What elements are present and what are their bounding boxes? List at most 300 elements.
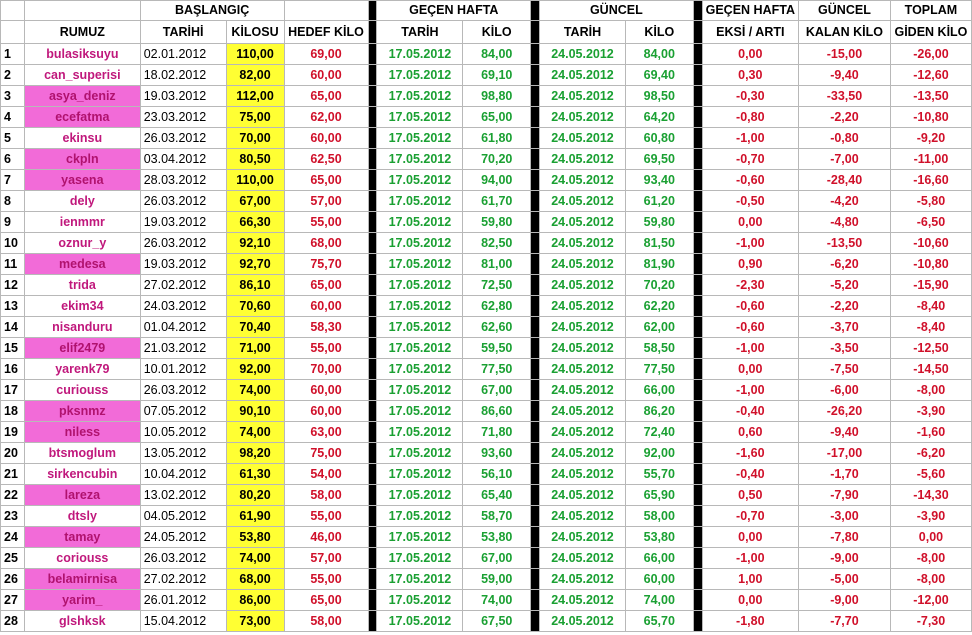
- diff-cell[interactable]: -0,60: [702, 296, 798, 317]
- current-kilo-cell[interactable]: 58,50: [625, 338, 693, 359]
- remaining-kilo-cell[interactable]: -7,90: [798, 485, 890, 506]
- start-date-cell[interactable]: 18.02.2012: [140, 65, 226, 86]
- nick-cell[interactable]: coriouss: [24, 548, 140, 569]
- last-week-kilo-cell[interactable]: 71,80: [463, 422, 531, 443]
- lost-kilo-cell[interactable]: -8,00: [890, 569, 971, 590]
- current-date-cell[interactable]: 24.05.2012: [540, 107, 626, 128]
- lost-kilo-cell[interactable]: -16,60: [890, 170, 971, 191]
- current-kilo-cell[interactable]: 55,70: [625, 464, 693, 485]
- start-date-cell[interactable]: 04.05.2012: [140, 506, 226, 527]
- start-date-cell[interactable]: 01.04.2012: [140, 317, 226, 338]
- last-week-kilo-cell[interactable]: 72,50: [463, 275, 531, 296]
- current-date-cell[interactable]: 24.05.2012: [540, 233, 626, 254]
- remaining-kilo-cell[interactable]: -2,20: [798, 107, 890, 128]
- last-week-kilo-cell[interactable]: 61,80: [463, 128, 531, 149]
- nick-cell[interactable]: curiouss: [24, 380, 140, 401]
- last-week-date-cell[interactable]: 17.05.2012: [377, 317, 463, 338]
- last-week-kilo-cell[interactable]: 67,50: [463, 611, 531, 632]
- last-week-date-cell[interactable]: 17.05.2012: [377, 170, 463, 191]
- last-week-date-cell[interactable]: 17.05.2012: [377, 128, 463, 149]
- lost-kilo-cell[interactable]: -3,90: [890, 506, 971, 527]
- remaining-kilo-cell[interactable]: -5,20: [798, 275, 890, 296]
- target-kilo-cell[interactable]: 57,00: [284, 548, 368, 569]
- last-week-kilo-cell[interactable]: 74,00: [463, 590, 531, 611]
- last-week-date-cell[interactable]: 17.05.2012: [377, 149, 463, 170]
- nick-cell[interactable]: btsmoglum: [24, 443, 140, 464]
- current-kilo-cell[interactable]: 65,90: [625, 485, 693, 506]
- current-date-cell[interactable]: 24.05.2012: [540, 317, 626, 338]
- current-kilo-cell[interactable]: 81,50: [625, 233, 693, 254]
- lost-kilo-cell[interactable]: -7,30: [890, 611, 971, 632]
- diff-cell[interactable]: -1,00: [702, 338, 798, 359]
- lost-kilo-cell[interactable]: -5,60: [890, 464, 971, 485]
- start-date-cell[interactable]: 19.03.2012: [140, 254, 226, 275]
- target-kilo-cell[interactable]: 60,00: [284, 380, 368, 401]
- start-kilo-cell[interactable]: 71,00: [226, 338, 284, 359]
- lost-kilo-cell[interactable]: -15,90: [890, 275, 971, 296]
- start-date-cell[interactable]: 26.03.2012: [140, 128, 226, 149]
- remaining-kilo-cell[interactable]: -4,80: [798, 212, 890, 233]
- diff-cell[interactable]: 0,00: [702, 590, 798, 611]
- current-kilo-cell[interactable]: 61,20: [625, 191, 693, 212]
- target-kilo-cell[interactable]: 55,00: [284, 212, 368, 233]
- current-kilo-cell[interactable]: 77,50: [625, 359, 693, 380]
- lost-kilo-cell[interactable]: -5,80: [890, 191, 971, 212]
- current-date-cell[interactable]: 24.05.2012: [540, 401, 626, 422]
- start-date-cell[interactable]: 15.04.2012: [140, 611, 226, 632]
- start-date-cell[interactable]: 24.03.2012: [140, 296, 226, 317]
- diff-cell[interactable]: 0,00: [702, 44, 798, 65]
- last-week-date-cell[interactable]: 17.05.2012: [377, 359, 463, 380]
- diff-cell[interactable]: -0,40: [702, 464, 798, 485]
- start-date-cell[interactable]: 27.02.2012: [140, 275, 226, 296]
- last-week-date-cell[interactable]: 17.05.2012: [377, 44, 463, 65]
- start-date-cell[interactable]: 02.01.2012: [140, 44, 226, 65]
- last-week-date-cell[interactable]: 17.05.2012: [377, 548, 463, 569]
- current-date-cell[interactable]: 24.05.2012: [540, 359, 626, 380]
- remaining-kilo-cell[interactable]: -26,20: [798, 401, 890, 422]
- current-kilo-cell[interactable]: 66,00: [625, 548, 693, 569]
- remaining-kilo-cell[interactable]: -9,00: [798, 548, 890, 569]
- last-week-date-cell[interactable]: 17.05.2012: [377, 338, 463, 359]
- last-week-date-cell[interactable]: 17.05.2012: [377, 254, 463, 275]
- remaining-kilo-cell[interactable]: -3,50: [798, 338, 890, 359]
- last-week-date-cell[interactable]: 17.05.2012: [377, 527, 463, 548]
- target-kilo-cell[interactable]: 65,00: [284, 590, 368, 611]
- current-kilo-cell[interactable]: 59,80: [625, 212, 693, 233]
- diff-cell[interactable]: 0,30: [702, 65, 798, 86]
- diff-cell[interactable]: 0,00: [702, 212, 798, 233]
- nick-cell[interactable]: medesa: [24, 254, 140, 275]
- diff-cell[interactable]: -1,60: [702, 443, 798, 464]
- start-kilo-cell[interactable]: 70,60: [226, 296, 284, 317]
- last-week-kilo-cell[interactable]: 98,80: [463, 86, 531, 107]
- start-kilo-cell[interactable]: 92,10: [226, 233, 284, 254]
- current-date-cell[interactable]: 24.05.2012: [540, 380, 626, 401]
- lost-kilo-cell[interactable]: -10,80: [890, 254, 971, 275]
- start-kilo-cell[interactable]: 86,00: [226, 590, 284, 611]
- start-date-cell[interactable]: 26.03.2012: [140, 548, 226, 569]
- nick-cell[interactable]: dely: [24, 191, 140, 212]
- diff-cell[interactable]: -0,70: [702, 149, 798, 170]
- start-date-cell[interactable]: 13.05.2012: [140, 443, 226, 464]
- last-week-kilo-cell[interactable]: 94,00: [463, 170, 531, 191]
- current-kilo-cell[interactable]: 69,50: [625, 149, 693, 170]
- last-week-date-cell[interactable]: 17.05.2012: [377, 422, 463, 443]
- lost-kilo-cell[interactable]: -12,50: [890, 338, 971, 359]
- nick-cell[interactable]: tamay: [24, 527, 140, 548]
- target-kilo-cell[interactable]: 55,00: [284, 506, 368, 527]
- nick-cell[interactable]: belamirnisa: [24, 569, 140, 590]
- nick-cell[interactable]: pksnmz: [24, 401, 140, 422]
- nick-cell[interactable]: ekim34: [24, 296, 140, 317]
- diff-cell[interactable]: -0,60: [702, 170, 798, 191]
- current-kilo-cell[interactable]: 65,70: [625, 611, 693, 632]
- remaining-kilo-cell[interactable]: -15,00: [798, 44, 890, 65]
- start-kilo-cell[interactable]: 74,00: [226, 422, 284, 443]
- start-kilo-cell[interactable]: 74,00: [226, 380, 284, 401]
- start-date-cell[interactable]: 10.01.2012: [140, 359, 226, 380]
- start-kilo-cell[interactable]: 86,10: [226, 275, 284, 296]
- current-date-cell[interactable]: 24.05.2012: [540, 464, 626, 485]
- start-kilo-cell[interactable]: 98,20: [226, 443, 284, 464]
- start-kilo-cell[interactable]: 66,30: [226, 212, 284, 233]
- remaining-kilo-cell[interactable]: -7,80: [798, 527, 890, 548]
- remaining-kilo-cell[interactable]: -3,00: [798, 506, 890, 527]
- nick-cell[interactable]: trida: [24, 275, 140, 296]
- nick-cell[interactable]: bulasiksuyu: [24, 44, 140, 65]
- start-kilo-cell[interactable]: 61,90: [226, 506, 284, 527]
- start-kilo-cell[interactable]: 73,00: [226, 611, 284, 632]
- remaining-kilo-cell[interactable]: -28,40: [798, 170, 890, 191]
- start-date-cell[interactable]: 27.02.2012: [140, 569, 226, 590]
- target-kilo-cell[interactable]: 65,00: [284, 170, 368, 191]
- start-date-cell[interactable]: 10.04.2012: [140, 464, 226, 485]
- last-week-kilo-cell[interactable]: 59,50: [463, 338, 531, 359]
- start-kilo-cell[interactable]: 67,00: [226, 191, 284, 212]
- current-date-cell[interactable]: 24.05.2012: [540, 422, 626, 443]
- lost-kilo-cell[interactable]: -26,00: [890, 44, 971, 65]
- start-kilo-cell[interactable]: 80,20: [226, 485, 284, 506]
- target-kilo-cell[interactable]: 60,00: [284, 401, 368, 422]
- nick-cell[interactable]: dtsly: [24, 506, 140, 527]
- target-kilo-cell[interactable]: 65,00: [284, 275, 368, 296]
- nick-cell[interactable]: sirkencubin: [24, 464, 140, 485]
- target-kilo-cell[interactable]: 68,00: [284, 233, 368, 254]
- last-week-kilo-cell[interactable]: 61,70: [463, 191, 531, 212]
- remaining-kilo-cell[interactable]: -6,00: [798, 380, 890, 401]
- last-week-date-cell[interactable]: 17.05.2012: [377, 464, 463, 485]
- start-kilo-cell[interactable]: 112,00: [226, 86, 284, 107]
- target-kilo-cell[interactable]: 62,00: [284, 107, 368, 128]
- current-kilo-cell[interactable]: 53,80: [625, 527, 693, 548]
- lost-kilo-cell[interactable]: -12,00: [890, 590, 971, 611]
- start-date-cell[interactable]: 21.03.2012: [140, 338, 226, 359]
- lost-kilo-cell[interactable]: -12,60: [890, 65, 971, 86]
- start-kilo-cell[interactable]: 92,70: [226, 254, 284, 275]
- nick-cell[interactable]: yarenk79: [24, 359, 140, 380]
- diff-cell[interactable]: 0,60: [702, 422, 798, 443]
- last-week-kilo-cell[interactable]: 53,80: [463, 527, 531, 548]
- diff-cell[interactable]: -0,30: [702, 86, 798, 107]
- remaining-kilo-cell[interactable]: -9,40: [798, 422, 890, 443]
- start-kilo-cell[interactable]: 80,50: [226, 149, 284, 170]
- nick-cell[interactable]: asya_deniz: [24, 86, 140, 107]
- diff-cell[interactable]: 1,00: [702, 569, 798, 590]
- current-date-cell[interactable]: 24.05.2012: [540, 86, 626, 107]
- current-kilo-cell[interactable]: 92,00: [625, 443, 693, 464]
- last-week-kilo-cell[interactable]: 81,00: [463, 254, 531, 275]
- diff-cell[interactable]: 0,50: [702, 485, 798, 506]
- diff-cell[interactable]: -1,00: [702, 380, 798, 401]
- nick-cell[interactable]: can_superisi: [24, 65, 140, 86]
- nick-cell[interactable]: lareza: [24, 485, 140, 506]
- last-week-kilo-cell[interactable]: 62,80: [463, 296, 531, 317]
- current-date-cell[interactable]: 24.05.2012: [540, 191, 626, 212]
- last-week-date-cell[interactable]: 17.05.2012: [377, 611, 463, 632]
- current-kilo-cell[interactable]: 70,20: [625, 275, 693, 296]
- last-week-date-cell[interactable]: 17.05.2012: [377, 107, 463, 128]
- current-kilo-cell[interactable]: 66,00: [625, 380, 693, 401]
- last-week-kilo-cell[interactable]: 56,10: [463, 464, 531, 485]
- start-kilo-cell[interactable]: 61,30: [226, 464, 284, 485]
- start-kilo-cell[interactable]: 70,00: [226, 128, 284, 149]
- last-week-date-cell[interactable]: 17.05.2012: [377, 380, 463, 401]
- lost-kilo-cell[interactable]: -9,20: [890, 128, 971, 149]
- diff-cell[interactable]: -1,80: [702, 611, 798, 632]
- remaining-kilo-cell[interactable]: -2,20: [798, 296, 890, 317]
- current-kilo-cell[interactable]: 60,80: [625, 128, 693, 149]
- last-week-date-cell[interactable]: 17.05.2012: [377, 296, 463, 317]
- last-week-kilo-cell[interactable]: 65,40: [463, 485, 531, 506]
- remaining-kilo-cell[interactable]: -17,00: [798, 443, 890, 464]
- current-kilo-cell[interactable]: 98,50: [625, 86, 693, 107]
- remaining-kilo-cell[interactable]: -33,50: [798, 86, 890, 107]
- diff-cell[interactable]: -0,40: [702, 401, 798, 422]
- current-date-cell[interactable]: 24.05.2012: [540, 149, 626, 170]
- target-kilo-cell[interactable]: 55,00: [284, 338, 368, 359]
- target-kilo-cell[interactable]: 60,00: [284, 296, 368, 317]
- start-date-cell[interactable]: 26.03.2012: [140, 380, 226, 401]
- diff-cell[interactable]: 0,00: [702, 527, 798, 548]
- target-kilo-cell[interactable]: 63,00: [284, 422, 368, 443]
- current-kilo-cell[interactable]: 69,40: [625, 65, 693, 86]
- last-week-date-cell[interactable]: 17.05.2012: [377, 590, 463, 611]
- last-week-date-cell[interactable]: 17.05.2012: [377, 275, 463, 296]
- current-kilo-cell[interactable]: 62,20: [625, 296, 693, 317]
- current-kilo-cell[interactable]: 74,00: [625, 590, 693, 611]
- lost-kilo-cell[interactable]: -8,40: [890, 317, 971, 338]
- current-date-cell[interactable]: 24.05.2012: [540, 590, 626, 611]
- last-week-kilo-cell[interactable]: 69,10: [463, 65, 531, 86]
- last-week-kilo-cell[interactable]: 67,00: [463, 380, 531, 401]
- current-date-cell[interactable]: 24.05.2012: [540, 254, 626, 275]
- lost-kilo-cell[interactable]: 0,00: [890, 527, 971, 548]
- target-kilo-cell[interactable]: 69,00: [284, 44, 368, 65]
- last-week-date-cell[interactable]: 17.05.2012: [377, 86, 463, 107]
- diff-cell[interactable]: -0,50: [702, 191, 798, 212]
- start-date-cell[interactable]: 28.03.2012: [140, 170, 226, 191]
- diff-cell[interactable]: -0,70: [702, 506, 798, 527]
- nick-cell[interactable]: yasena: [24, 170, 140, 191]
- diff-cell[interactable]: -1,00: [702, 548, 798, 569]
- target-kilo-cell[interactable]: 55,00: [284, 569, 368, 590]
- last-week-date-cell[interactable]: 17.05.2012: [377, 401, 463, 422]
- last-week-kilo-cell[interactable]: 59,00: [463, 569, 531, 590]
- start-kilo-cell[interactable]: 68,00: [226, 569, 284, 590]
- nick-cell[interactable]: yarim_: [24, 590, 140, 611]
- current-kilo-cell[interactable]: 64,20: [625, 107, 693, 128]
- last-week-date-cell[interactable]: 17.05.2012: [377, 506, 463, 527]
- current-date-cell[interactable]: 24.05.2012: [540, 212, 626, 233]
- target-kilo-cell[interactable]: 75,70: [284, 254, 368, 275]
- target-kilo-cell[interactable]: 58,30: [284, 317, 368, 338]
- remaining-kilo-cell[interactable]: -6,20: [798, 254, 890, 275]
- current-date-cell[interactable]: 24.05.2012: [540, 44, 626, 65]
- nick-cell[interactable]: oznur_y: [24, 233, 140, 254]
- diff-cell[interactable]: -1,00: [702, 128, 798, 149]
- remaining-kilo-cell[interactable]: -7,00: [798, 149, 890, 170]
- lost-kilo-cell[interactable]: -3,90: [890, 401, 971, 422]
- lost-kilo-cell[interactable]: -6,20: [890, 443, 971, 464]
- current-date-cell[interactable]: 24.05.2012: [540, 443, 626, 464]
- lost-kilo-cell[interactable]: -1,60: [890, 422, 971, 443]
- current-kilo-cell[interactable]: 81,90: [625, 254, 693, 275]
- current-kilo-cell[interactable]: 93,40: [625, 170, 693, 191]
- last-week-kilo-cell[interactable]: 58,70: [463, 506, 531, 527]
- remaining-kilo-cell[interactable]: -5,00: [798, 569, 890, 590]
- current-kilo-cell[interactable]: 60,00: [625, 569, 693, 590]
- remaining-kilo-cell[interactable]: -13,50: [798, 233, 890, 254]
- remaining-kilo-cell[interactable]: -9,00: [798, 590, 890, 611]
- last-week-date-cell[interactable]: 17.05.2012: [377, 485, 463, 506]
- current-date-cell[interactable]: 24.05.2012: [540, 170, 626, 191]
- current-kilo-cell[interactable]: 72,40: [625, 422, 693, 443]
- target-kilo-cell[interactable]: 57,00: [284, 191, 368, 212]
- remaining-kilo-cell[interactable]: -1,70: [798, 464, 890, 485]
- nick-cell[interactable]: ckpln: [24, 149, 140, 170]
- start-kilo-cell[interactable]: 70,40: [226, 317, 284, 338]
- start-kilo-cell[interactable]: 110,00: [226, 170, 284, 191]
- current-date-cell[interactable]: 24.05.2012: [540, 506, 626, 527]
- current-kilo-cell[interactable]: 86,20: [625, 401, 693, 422]
- current-date-cell[interactable]: 24.05.2012: [540, 338, 626, 359]
- last-week-kilo-cell[interactable]: 65,00: [463, 107, 531, 128]
- remaining-kilo-cell[interactable]: -3,70: [798, 317, 890, 338]
- remaining-kilo-cell[interactable]: -9,40: [798, 65, 890, 86]
- start-kilo-cell[interactable]: 92,00: [226, 359, 284, 380]
- current-date-cell[interactable]: 24.05.2012: [540, 296, 626, 317]
- start-date-cell[interactable]: 24.05.2012: [140, 527, 226, 548]
- last-week-date-cell[interactable]: 17.05.2012: [377, 443, 463, 464]
- current-date-cell[interactable]: 24.05.2012: [540, 611, 626, 632]
- current-date-cell[interactable]: 24.05.2012: [540, 548, 626, 569]
- start-date-cell[interactable]: 23.03.2012: [140, 107, 226, 128]
- target-kilo-cell[interactable]: 62,50: [284, 149, 368, 170]
- start-date-cell[interactable]: 03.04.2012: [140, 149, 226, 170]
- target-kilo-cell[interactable]: 58,00: [284, 611, 368, 632]
- remaining-kilo-cell[interactable]: -4,20: [798, 191, 890, 212]
- target-kilo-cell[interactable]: 60,00: [284, 65, 368, 86]
- current-date-cell[interactable]: 24.05.2012: [540, 65, 626, 86]
- start-date-cell[interactable]: 26.03.2012: [140, 233, 226, 254]
- current-kilo-cell[interactable]: 62,00: [625, 317, 693, 338]
- start-kilo-cell[interactable]: 75,00: [226, 107, 284, 128]
- last-week-kilo-cell[interactable]: 84,00: [463, 44, 531, 65]
- diff-cell[interactable]: -1,00: [702, 233, 798, 254]
- start-kilo-cell[interactable]: 90,10: [226, 401, 284, 422]
- diff-cell[interactable]: -2,30: [702, 275, 798, 296]
- start-kilo-cell[interactable]: 74,00: [226, 548, 284, 569]
- lost-kilo-cell[interactable]: -8,00: [890, 380, 971, 401]
- last-week-kilo-cell[interactable]: 70,20: [463, 149, 531, 170]
- nick-cell[interactable]: glshksk: [24, 611, 140, 632]
- lost-kilo-cell[interactable]: -14,30: [890, 485, 971, 506]
- start-date-cell[interactable]: 19.03.2012: [140, 86, 226, 107]
- last-week-date-cell[interactable]: 17.05.2012: [377, 212, 463, 233]
- remaining-kilo-cell[interactable]: -7,50: [798, 359, 890, 380]
- nick-cell[interactable]: elif2479: [24, 338, 140, 359]
- current-date-cell[interactable]: 24.05.2012: [540, 527, 626, 548]
- target-kilo-cell[interactable]: 75,00: [284, 443, 368, 464]
- last-week-kilo-cell[interactable]: 67,00: [463, 548, 531, 569]
- start-date-cell[interactable]: 07.05.2012: [140, 401, 226, 422]
- last-week-kilo-cell[interactable]: 77,50: [463, 359, 531, 380]
- nick-cell[interactable]: ecefatma: [24, 107, 140, 128]
- start-date-cell[interactable]: 26.01.2012: [140, 590, 226, 611]
- target-kilo-cell[interactable]: 46,00: [284, 527, 368, 548]
- last-week-date-cell[interactable]: 17.05.2012: [377, 233, 463, 254]
- current-kilo-cell[interactable]: 58,00: [625, 506, 693, 527]
- lost-kilo-cell[interactable]: -8,40: [890, 296, 971, 317]
- nick-cell[interactable]: nisanduru: [24, 317, 140, 338]
- start-date-cell[interactable]: 19.03.2012: [140, 212, 226, 233]
- target-kilo-cell[interactable]: 54,00: [284, 464, 368, 485]
- last-week-kilo-cell[interactable]: 59,80: [463, 212, 531, 233]
- lost-kilo-cell[interactable]: -10,80: [890, 107, 971, 128]
- lost-kilo-cell[interactable]: -13,50: [890, 86, 971, 107]
- nick-cell[interactable]: ienmmr: [24, 212, 140, 233]
- nick-cell[interactable]: ekinsu: [24, 128, 140, 149]
- lost-kilo-cell[interactable]: -8,00: [890, 548, 971, 569]
- last-week-kilo-cell[interactable]: 62,60: [463, 317, 531, 338]
- diff-cell[interactable]: 0,00: [702, 359, 798, 380]
- last-week-kilo-cell[interactable]: 86,60: [463, 401, 531, 422]
- target-kilo-cell[interactable]: 58,00: [284, 485, 368, 506]
- target-kilo-cell[interactable]: 60,00: [284, 128, 368, 149]
- nick-cell[interactable]: niless: [24, 422, 140, 443]
- target-kilo-cell[interactable]: 65,00: [284, 86, 368, 107]
- remaining-kilo-cell[interactable]: -7,70: [798, 611, 890, 632]
- last-week-date-cell[interactable]: 17.05.2012: [377, 65, 463, 86]
- last-week-kilo-cell[interactable]: 93,60: [463, 443, 531, 464]
- start-date-cell[interactable]: 13.02.2012: [140, 485, 226, 506]
- start-kilo-cell[interactable]: 82,00: [226, 65, 284, 86]
- start-kilo-cell[interactable]: 53,80: [226, 527, 284, 548]
- last-week-kilo-cell[interactable]: 82,50: [463, 233, 531, 254]
- diff-cell[interactable]: 0,90: [702, 254, 798, 275]
- lost-kilo-cell[interactable]: -11,00: [890, 149, 971, 170]
- remaining-kilo-cell[interactable]: -0,80: [798, 128, 890, 149]
- last-week-date-cell[interactable]: 17.05.2012: [377, 191, 463, 212]
- current-kilo-cell[interactable]: 84,00: [625, 44, 693, 65]
- lost-kilo-cell[interactable]: -14,50: [890, 359, 971, 380]
- lost-kilo-cell[interactable]: -6,50: [890, 212, 971, 233]
- current-date-cell[interactable]: 24.05.2012: [540, 569, 626, 590]
- start-kilo-cell[interactable]: 110,00: [226, 44, 284, 65]
- start-date-cell[interactable]: 10.05.2012: [140, 422, 226, 443]
- lost-kilo-cell[interactable]: -10,60: [890, 233, 971, 254]
